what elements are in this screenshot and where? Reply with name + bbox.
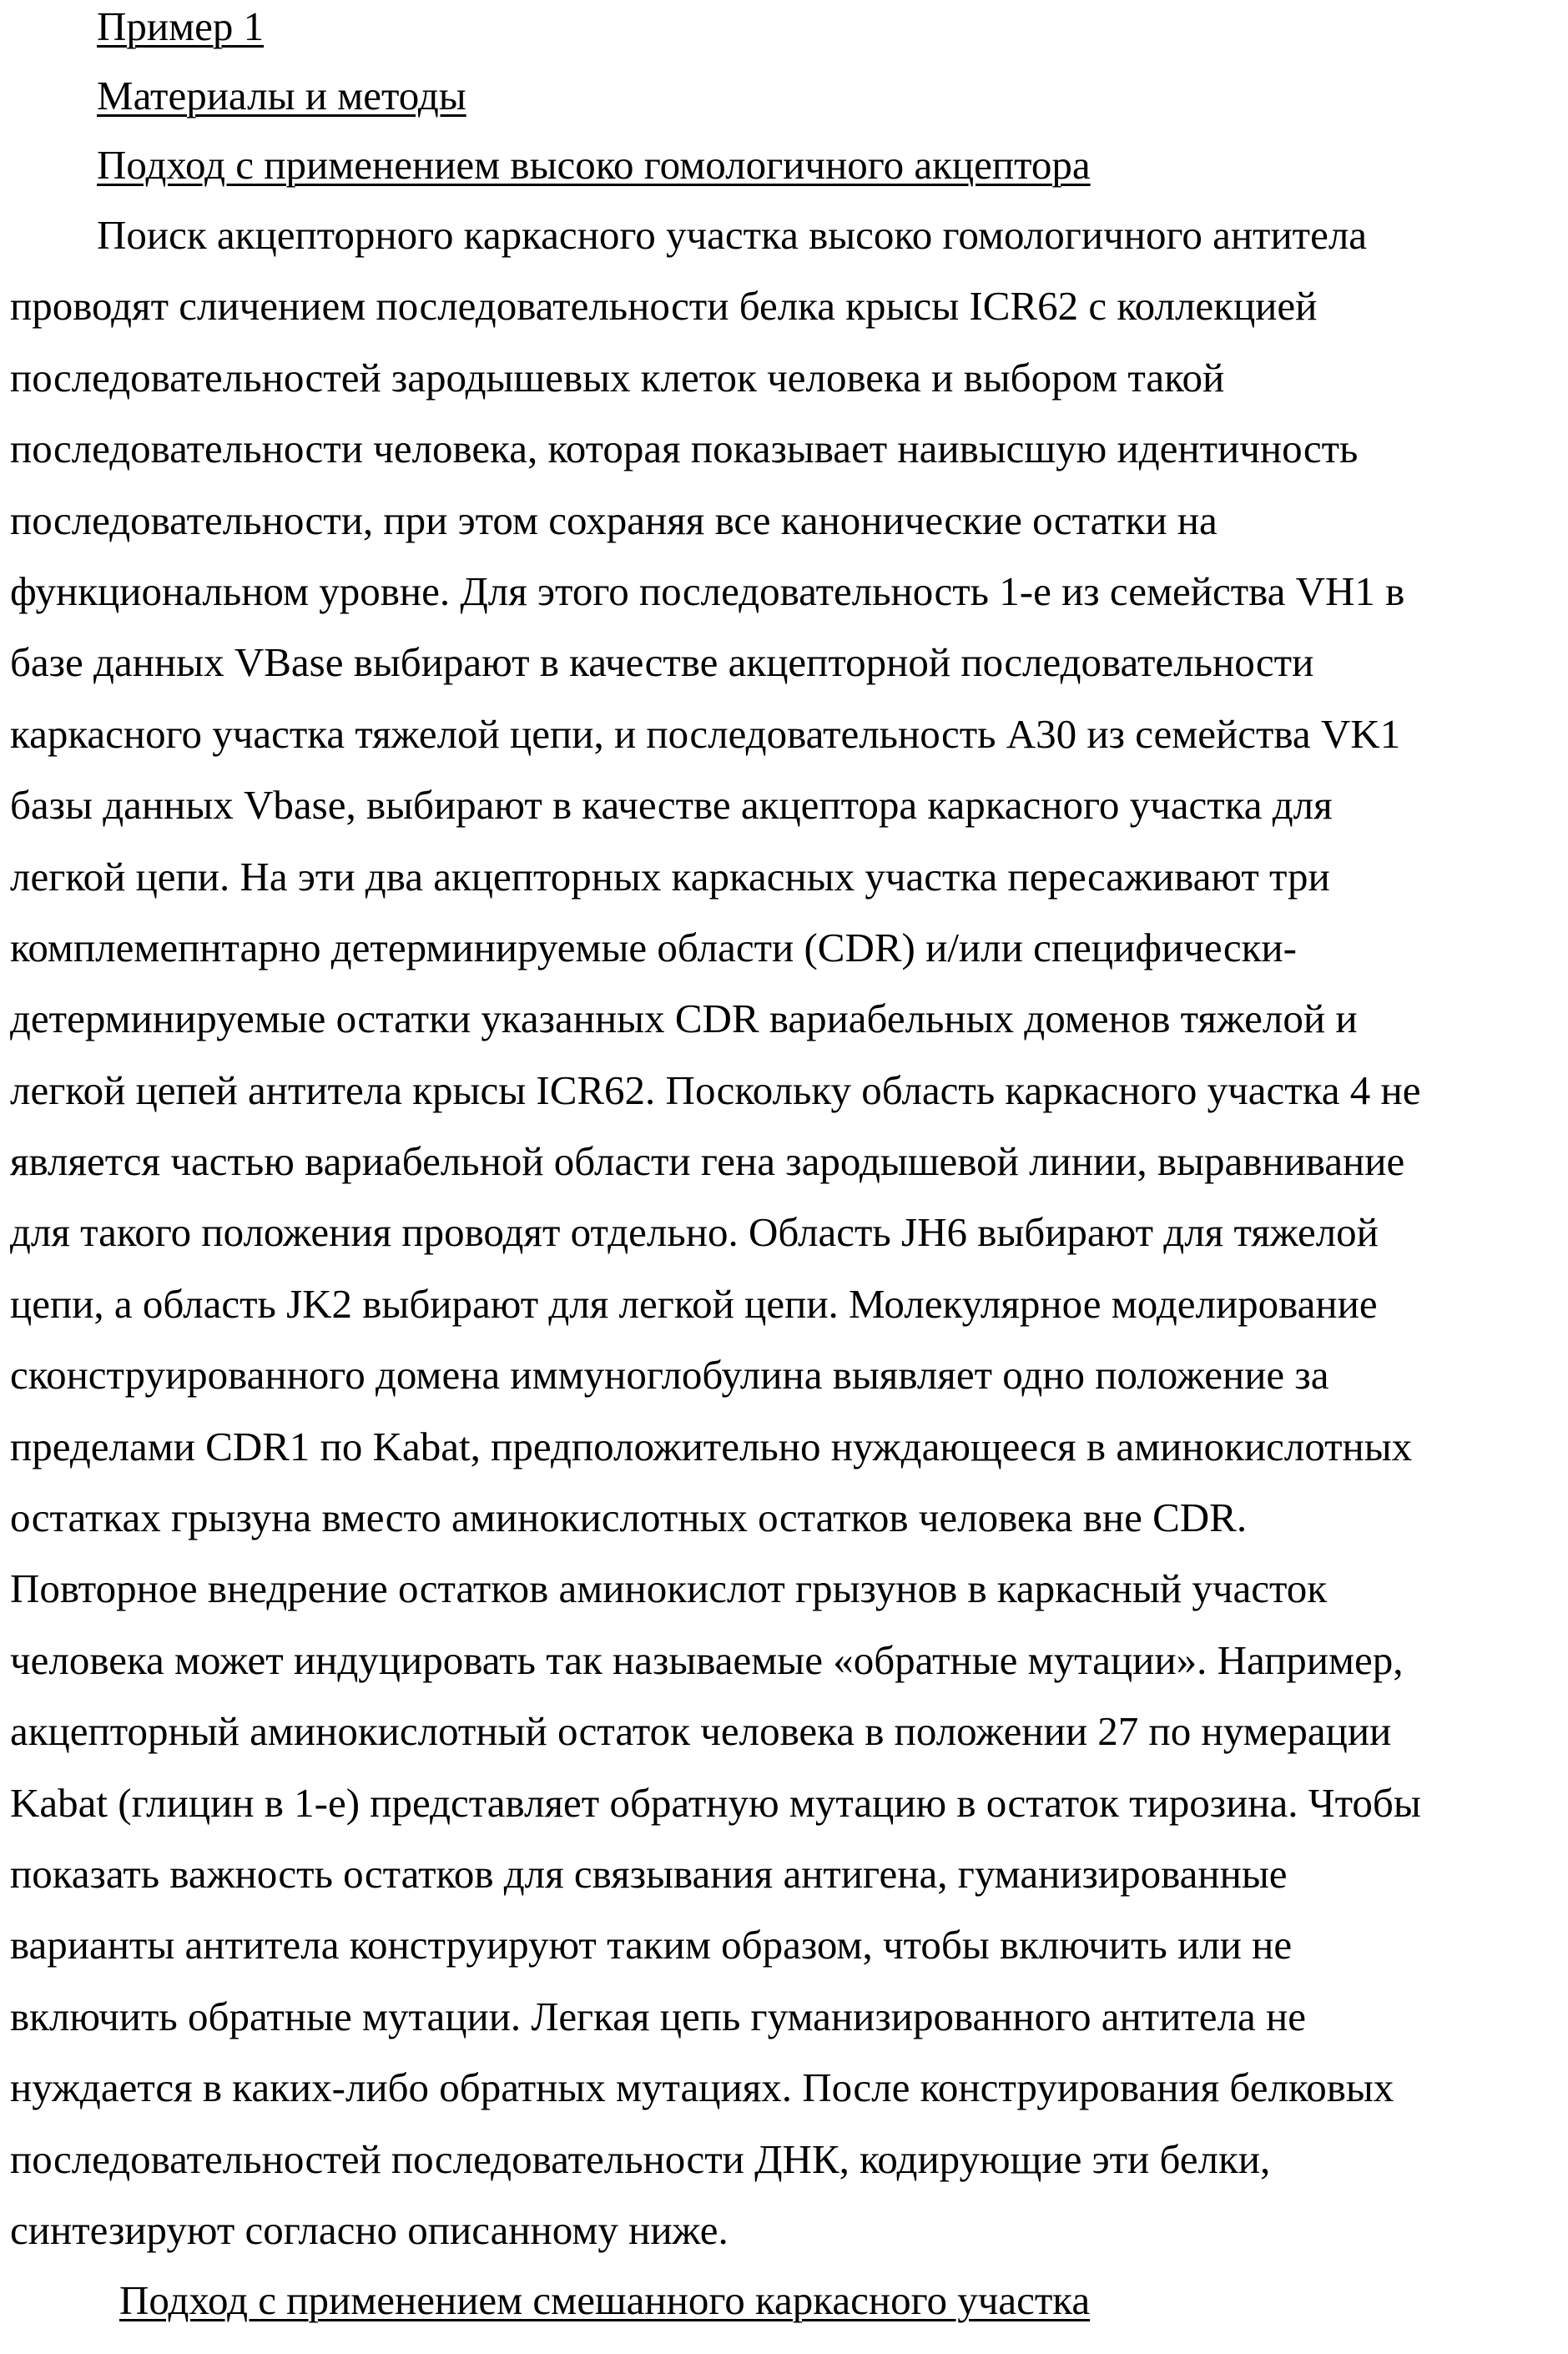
heading-materials (0, 61, 1568, 130)
paragraph-line: последовательностей зародышевых клеток человека и выбором такой (0, 342, 1568, 413)
paragraph-line: показать важность остатков для связывания антигена, гуманизированные (0, 1838, 1568, 1909)
paragraph-line: легкой цепи. На эти два акцепторных каркасных участка пересаживают три (0, 841, 1568, 912)
paragraph-line: каркасного участка тяжелой цепи, и последовательность А30 из семейства VK1 (0, 698, 1568, 769)
paragraph-line: комплемепнтарно детерминируемые области (CDR) и/или специфически- (0, 912, 1568, 983)
heading-text: Пример 1 (97, 3, 264, 49)
paragraph-line: человека может индуцировать так называемые «обратные мутации». Например, (0, 1625, 1568, 1696)
heading-text: Подход с применением высоко гомологичного акцептора (97, 142, 1091, 188)
paragraph-line: сконструированного домена иммуноглобулина выявляет одно положение за (0, 1339, 1568, 1410)
paragraph-line: цепи, а область JK2 выбирают для легкой цепи. Молекулярное моделирование (0, 1268, 1568, 1339)
heading-approach-1 (0, 130, 1568, 199)
paragraph-line: пределами CDR1 по Kabat, предположительно нуждающееся в аминокислотных (0, 1411, 1568, 1482)
paragraph-line: акцепторный аминокислотный остаток человека в положении 27 по нумерации (0, 1696, 1568, 1767)
paragraph-line: Kabat (глицин в 1-е) представляет обратную мутацию в остаток тирозина. Чтобы (0, 1767, 1568, 1838)
heading-approach-2 (0, 2266, 1568, 2335)
paragraph-line: Повторное внедрение остатков аминокислот грызунов в каркасный участок (0, 1553, 1568, 1624)
paragraph-line: нуждается в каких-либо обратных мутациях. После конструирования белковых (0, 2052, 1568, 2123)
paragraph-line: проводят сличением последовательности белка крысы ICR62 с коллекцией (0, 270, 1568, 341)
paragraph-line: последовательностей последовательности ДНК, кодирующие эти белки, (0, 2124, 1568, 2195)
paragraph-line: варианты антитела конструируют таким образом, чтобы включить или не (0, 1909, 1568, 1980)
paragraph-line: последовательности человека, которая показывает наивысшую идентичность (0, 413, 1568, 484)
paragraph-line: легкой цепей антитела крысы ICR62. Поскольку область каркасного участка 4 не (0, 1055, 1568, 1126)
paragraph-line: базы данных Vbase, выбирают в качестве акцептора каркасного участка для (0, 769, 1568, 840)
paragraph-line: является частью вариабельной области гена зародышевой линии, выравнивание (0, 1126, 1568, 1197)
heading-example (0, 0, 1568, 61)
paragraph-line: последовательности, при этом сохраняя все канонические остатки на (0, 485, 1568, 556)
paragraph-line: включить обратные мутации. Легкая цепь гуманизированного антитела не (0, 1981, 1568, 2052)
paragraph-line: синтезируют согласно описанному ниже. (0, 2195, 1568, 2266)
paragraph-line: остатках грызуна вместо аминокислотных остатков человека вне CDR. (0, 1482, 1568, 1553)
heading-text: Подход с применением смешанного каркасного участка (119, 2277, 1090, 2323)
paragraph-line: Поиск акцепторного каркасного участка высоко гомологичного антитела (0, 199, 1568, 270)
paragraph-line: функциональном уровне. Для этого последовательность 1-е из семейства VH1 в (0, 556, 1568, 627)
paragraph-line: для такого положения проводят отдельно. Область JH6 выбирают для тяжелой (0, 1197, 1568, 1268)
paragraph-line: детерминируемые остатки указанных CDR вариабельных доменов тяжелой и (0, 983, 1568, 1054)
document-page (0, 0, 1568, 2335)
heading-text: Материалы и методы (97, 73, 466, 118)
body-paragraph (0, 199, 1568, 2266)
paragraph-line: базе данных VBase выбирают в качестве акцепторной последовательности (0, 627, 1568, 698)
